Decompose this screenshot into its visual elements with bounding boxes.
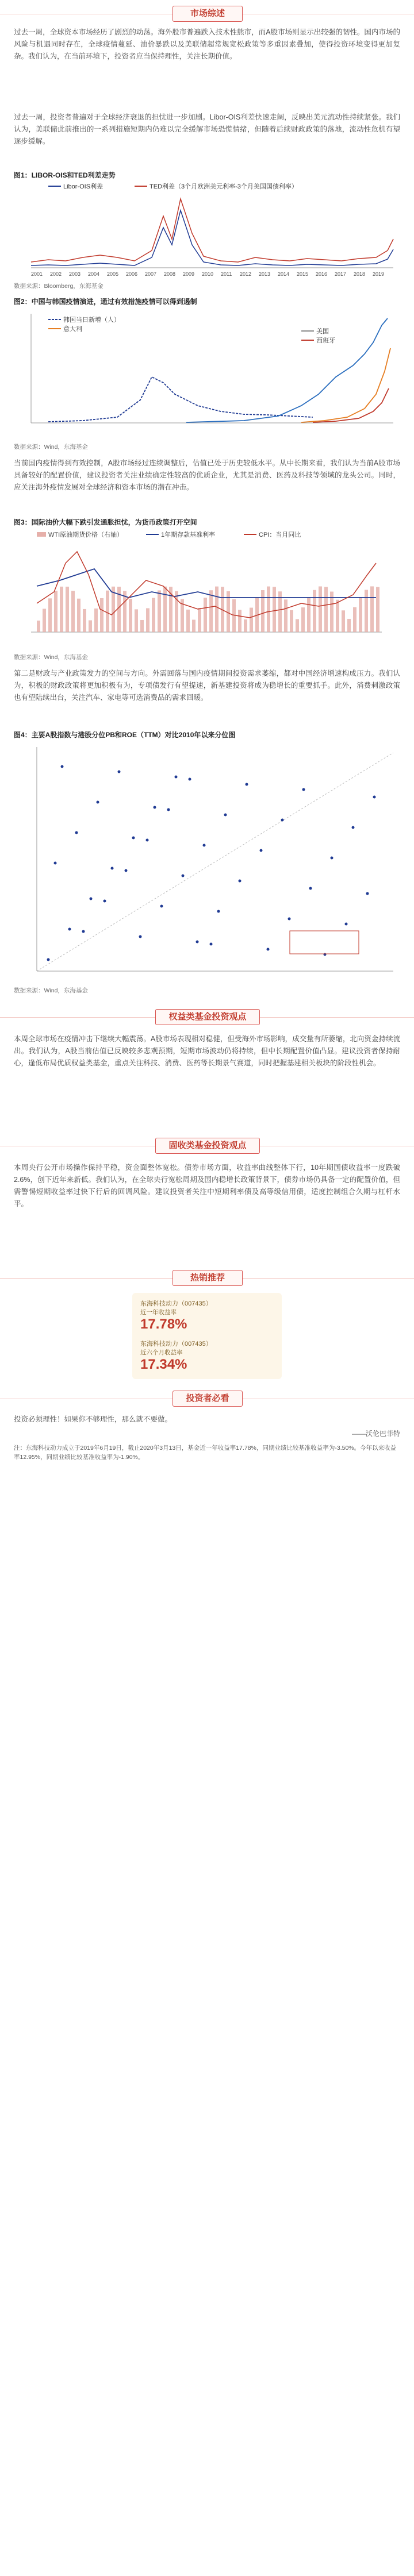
scatter-point bbox=[61, 765, 64, 768]
wti-bar bbox=[129, 599, 132, 632]
scatter-point bbox=[167, 808, 170, 811]
wti-bar bbox=[347, 619, 351, 632]
wti-bar bbox=[77, 599, 80, 632]
scatter-point bbox=[246, 783, 248, 786]
scatter-point bbox=[68, 928, 71, 931]
fund-card[interactable] bbox=[132, 1293, 282, 1379]
wti-bar bbox=[261, 590, 264, 632]
figure-1-caption: 图1：LIBOR-OIS和TED利差走势 bbox=[14, 171, 116, 179]
x-tick-label: 2005 bbox=[107, 271, 119, 277]
scatter-point bbox=[217, 910, 220, 913]
legend-wti: WTI原油期货价格（右轴） bbox=[48, 532, 124, 538]
wti-bar bbox=[336, 600, 339, 632]
x-tick-label: 2007 bbox=[145, 271, 157, 277]
intro-paragraph-1: 过去一周，全球资本市场经历了剧烈的动荡。海外股市普遍跌入技术性熊市，而A股市场则显示出较强的韧性。国内市场的风险与机遇同时存在，全球疫情蔓延、油价暴跌以及美联储超常规宽松政策等多重因素叠加，使得投资环境变得更加复杂。我们认为，在当前环境下，投资者应当保持理性，关注长期价值。 bbox=[14, 28, 400, 60]
scatter-point bbox=[210, 943, 213, 946]
figure-2-caption: 图2：中国与韩国疫情演进，通过有效措施疫情可以得到遏制 bbox=[14, 298, 197, 306]
wti-bar bbox=[238, 610, 241, 632]
x-tick-label: 2014 bbox=[278, 271, 290, 277]
figure-4-source: 数据来源：Wind，东海基金 bbox=[14, 987, 88, 994]
scatter-point bbox=[82, 930, 85, 933]
ted-series-line bbox=[31, 199, 393, 262]
wti-bar bbox=[152, 598, 155, 632]
x-tick-label: 2016 bbox=[316, 271, 328, 277]
signature: ——沃伦巴菲特 bbox=[351, 1430, 400, 1438]
wti-bar bbox=[106, 591, 109, 632]
scatter-point bbox=[267, 948, 270, 951]
scatter-point bbox=[54, 862, 57, 865]
equity-paragraph: 本周全球市场在疫情冲击下继续大幅震荡。A股市场表现相对稳健，但受海外市场影响，成交量有所萎缩，北向资金持续流出。我们认为，A股当前估值已反映较多悲观预期，短期市场波动仍将持续，但中长期配置价值凸显。建议投资者保持耐心，逢低布局优质权益类基金，重点关注科技、消费、医药等长期景气赛道，同时把握基建相关板块的阶段性机会。 bbox=[14, 1035, 400, 1067]
legend-spain: 西班牙 bbox=[316, 337, 335, 344]
wti-bar bbox=[94, 609, 98, 632]
legend-usa: 美国 bbox=[316, 328, 329, 335]
fund-return-value: 17.78% bbox=[140, 1316, 187, 1332]
wti-bar bbox=[215, 587, 218, 632]
figure-2-chart bbox=[14, 308, 400, 440]
scatter-point bbox=[118, 771, 121, 773]
risk-text: 投资必须理性！如果你不够理性，那么就不要做。 bbox=[14, 1415, 172, 1423]
scatter-point bbox=[281, 819, 284, 822]
scatter-point bbox=[160, 905, 163, 908]
scatter-point bbox=[309, 887, 312, 890]
spain-series-line bbox=[313, 388, 389, 422]
wti-bar bbox=[244, 619, 247, 632]
wti-bar bbox=[175, 591, 178, 632]
fiscal-paragraph: 第二是财政与产业政策发力的空间与方向。外需回落与国内疫情期间投资需求萎缩，都对中国经济增速构成压力。我们认为，积极的财政政策将更加积极有为，专项债发行有望提速，新基建投资将成为稳增长的重要抓手。此外，消费刺激政策也有望陆续出台，关注汽车、家电等可选消费品的需求回暖。 bbox=[14, 669, 400, 702]
fund-row bbox=[140, 1339, 274, 1373]
fixed-income-paragraph: 本周央行公开市场操作保持平稳，资金面整体宽松。债券市场方面，收益率曲线整体下行，10年期国债收益率一度跌破2.6%，创下近年来新低。我们认为，在全球央行宽松周期及国内稳增长政策背景下，债券市场仍具备一定的配置价值，但需警惕短期收益率过快下行后的回调风险。建议投资者关注中短期利率债及高等级信用债，适度控制组合久期与杠杆水平。 bbox=[14, 1164, 400, 1208]
fund-name: 东海科技动力（007435） bbox=[140, 1341, 212, 1347]
wti-bar bbox=[37, 621, 40, 632]
wti-bar bbox=[353, 607, 356, 632]
x-tick-label: 2012 bbox=[240, 271, 252, 277]
x-tick-label: 2002 bbox=[50, 271, 62, 277]
legend-ted: TED利差（3个月欧洲美元利率-3个月美国国债利率） bbox=[150, 183, 298, 190]
scatter-point bbox=[352, 826, 355, 829]
scatter-point bbox=[189, 778, 191, 781]
wti-bar bbox=[146, 608, 150, 632]
wti-bar bbox=[66, 587, 69, 632]
wti-bar bbox=[370, 586, 374, 632]
x-tick-label: 2015 bbox=[297, 271, 309, 277]
scatter-point bbox=[146, 839, 149, 842]
figure-1-chart bbox=[14, 182, 400, 279]
wti-bar bbox=[267, 587, 270, 632]
wti-bar bbox=[43, 609, 46, 632]
wti-bar bbox=[313, 590, 316, 632]
wti-bar bbox=[54, 591, 57, 632]
x-tick-label: 2011 bbox=[221, 271, 232, 277]
wti-bar bbox=[158, 590, 161, 632]
wti-bar bbox=[112, 587, 115, 632]
fund-return-value: 17.34% bbox=[140, 1357, 187, 1372]
scatter-point bbox=[260, 849, 263, 852]
legend-deposit-rate: 1年期存款基准利率 bbox=[161, 532, 216, 538]
wti-bar bbox=[186, 610, 190, 632]
italy-series-line bbox=[186, 318, 388, 422]
scatter-point bbox=[154, 806, 156, 809]
wti-bar bbox=[71, 591, 75, 632]
legend-libor-ois: Libor-OIS利差 bbox=[63, 183, 103, 190]
x-tick-label: 2006 bbox=[126, 271, 138, 277]
x-tick-label: 2003 bbox=[69, 271, 81, 277]
scatter-point bbox=[175, 776, 178, 779]
scatter-point bbox=[239, 880, 241, 883]
wti-bar bbox=[48, 598, 52, 632]
scatter-point bbox=[224, 814, 227, 817]
scatter-point bbox=[302, 788, 305, 791]
wti-bar bbox=[204, 598, 207, 632]
scatter-point bbox=[75, 831, 78, 834]
scatter-point bbox=[125, 869, 128, 872]
wti-bar bbox=[83, 609, 86, 632]
scatter-point bbox=[373, 796, 376, 799]
scatter-point bbox=[103, 900, 106, 903]
scatter-point bbox=[203, 844, 206, 847]
x-tick-label: 2018 bbox=[354, 271, 366, 277]
fund-period-label: 近一年收益率 bbox=[140, 1309, 177, 1316]
wti-bar bbox=[163, 587, 167, 632]
wti-bar bbox=[324, 587, 328, 632]
section-header-risk: 投资者必看 bbox=[172, 1391, 243, 1407]
scatter-point bbox=[97, 801, 99, 804]
x-tick-label: 2019 bbox=[373, 271, 385, 277]
scatter-point bbox=[324, 953, 327, 956]
x-tick-label: 2004 bbox=[88, 271, 100, 277]
wti-bar bbox=[365, 590, 368, 632]
section-header-equity: 权益类基金投资观点 bbox=[155, 1009, 260, 1025]
wti-bar bbox=[135, 609, 138, 632]
scatter-point bbox=[132, 837, 135, 840]
legend-cpi: CPI：当月同比 bbox=[259, 532, 301, 538]
figure-3-chart bbox=[14, 529, 400, 649]
scatter-point bbox=[111, 867, 114, 870]
wti-bar bbox=[273, 587, 276, 632]
wti-bar bbox=[301, 607, 305, 632]
wti-bar bbox=[359, 597, 362, 632]
fund-period-label: 近六个月收益率 bbox=[140, 1349, 183, 1356]
scatter-point bbox=[139, 935, 142, 938]
wti-bar bbox=[376, 587, 379, 632]
figure-2-source: 数据来源：Wind，东海基金 bbox=[14, 444, 88, 450]
wti-bar bbox=[290, 610, 293, 632]
intro-paragraph-2: 过去一周，投资者普遍对于全球经济衰退的担忧进一步加剧。Libor-OIS利差快速走阔，反映出美元流动性持续紧张。我们认为，美联储此前推出的一系列措施短期内仍难以完全缓解市场恐慌情绪，但随着后续财政政策的落地，流动性危机有望逐步缓解。 bbox=[14, 113, 400, 145]
korea-series-line bbox=[48, 377, 313, 422]
mid-paragraph: 当前国内疫情得到有效控制，A股市场经过连续调整后，估值已处于历史较低水平。从中长期来看，我们认为当前A股市场具备较好的配置价值，建议投资者关注业绩确定性较高的优质企业，尤其是消费、医药及科技等领域的龙头公司。同时，应关注海外疫情发展对全球经济和资本市场的潜在冲击。 bbox=[14, 459, 400, 491]
section-header-market-review: 市场综述 bbox=[172, 6, 243, 22]
x-tick-label: 2013 bbox=[259, 271, 271, 277]
figure-3-source: 数据来源：Wind，东海基金 bbox=[14, 654, 88, 661]
scatter-point bbox=[47, 958, 50, 961]
wti-bar bbox=[192, 619, 195, 632]
figure-4-chart bbox=[14, 741, 400, 983]
wti-bar bbox=[342, 610, 345, 632]
x-tick-label: 2008 bbox=[164, 271, 176, 277]
wti-bar bbox=[250, 608, 253, 632]
wti-bar bbox=[319, 586, 322, 632]
scatter-point bbox=[288, 918, 291, 921]
scatter-point bbox=[196, 941, 199, 944]
wti-bar bbox=[307, 597, 310, 632]
usa-series-line bbox=[301, 348, 390, 422]
section-header-recommend: 热销推荐 bbox=[172, 1270, 243, 1286]
scatter-point bbox=[331, 857, 334, 860]
wti-bar bbox=[60, 587, 63, 632]
x-tick-label: 2001 bbox=[31, 271, 43, 277]
wti-bar bbox=[89, 620, 92, 632]
x-tick-label: 2009 bbox=[183, 271, 195, 277]
x-tick-label: 2017 bbox=[335, 271, 347, 277]
scatter-point bbox=[366, 892, 369, 895]
legend-korea: 韩国当日新增（人） bbox=[63, 317, 120, 324]
wti-bar bbox=[284, 599, 288, 632]
wti-bar bbox=[140, 620, 144, 632]
section-header-fixed-income: 固收类基金投资观点 bbox=[155, 1138, 260, 1154]
wti-bar bbox=[296, 619, 299, 632]
figure-1-source: 数据来源：Bloomberg，东海基金 bbox=[14, 283, 103, 290]
figure-4-caption: 图4：主要A股指数与港股分位PB和ROE（TTM）对比2010年以来分位图 bbox=[14, 731, 236, 739]
footnote: 注：东海科技动力成立于2019年6月19日，截止2020年3月13日，基金近一年收益率17.78%，同期业绩比较基准收益率为-3.50%。今年以来收益率12.95%，同期业绩比较基准收益率为-1.90%。 bbox=[14, 1445, 397, 1461]
x-tick-label: 2010 bbox=[202, 271, 214, 277]
scatter-point bbox=[345, 923, 348, 926]
wti-bar bbox=[209, 590, 213, 632]
scatter-point bbox=[182, 875, 185, 877]
figure-3-caption: 图3：国际油价大幅下跌引发通胀担忧，为货币政策打开空间 bbox=[14, 518, 197, 526]
legend-italy: 意大利 bbox=[63, 326, 82, 333]
scatter-point bbox=[90, 898, 93, 900]
fund-row bbox=[140, 1299, 274, 1333]
wti-bar bbox=[100, 598, 103, 632]
fund-name: 东海科技动力（007435） bbox=[140, 1300, 212, 1307]
wti-bar bbox=[198, 608, 201, 632]
